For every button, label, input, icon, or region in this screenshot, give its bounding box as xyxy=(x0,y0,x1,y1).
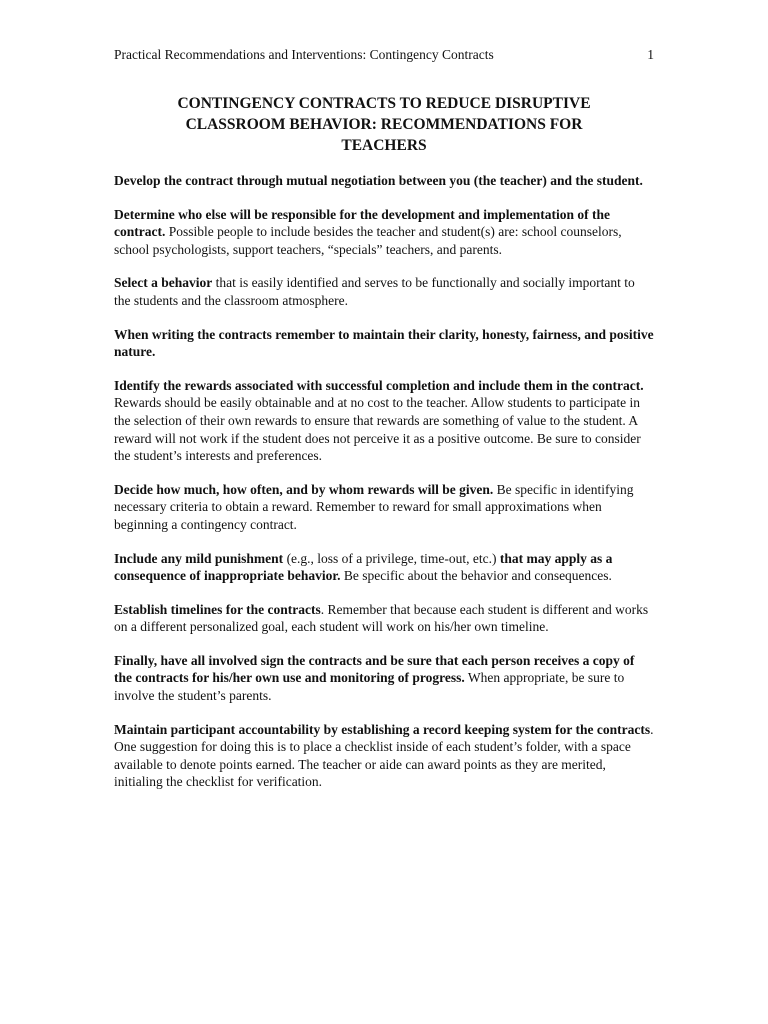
paragraph-text: (e.g., loss of a privilege, time-out, etc.) xyxy=(283,550,500,566)
paragraph-identify-rewards xyxy=(114,377,654,465)
paragraph-heading: Establish timelines for the contracts xyxy=(114,601,321,617)
paragraph-heading: Decide how much, how often, and by whom rewards will be given. xyxy=(114,481,494,497)
paragraph-writing-contracts xyxy=(114,326,654,361)
title-line-2: CLASSROOM BEHAVIOR: RECOMMENDATIONS FOR xyxy=(185,116,583,133)
paragraph-text: When appropriate, be sure to involve the student’s parents. xyxy=(114,670,625,704)
paragraph-text: . One suggestion for doing this is to place a checklist inside of each student’s folder, with a space available to denote points earned. The teacher or aide can award points as they are merited, initialing the checklist for verification. xyxy=(114,721,654,790)
paragraph-mild-punishment xyxy=(114,550,654,585)
paragraph-text: . Remember that because each student is different and works on a different personalized goal, each student will work on his/her own timeline. xyxy=(114,601,649,635)
paragraph-heading: Identify the rewards associated with successful completion and include them in the contract. xyxy=(114,377,644,393)
page-number: 1 xyxy=(647,47,654,62)
paragraph-heading: Maintain participant accountability by establishing a record keeping system for the contracts xyxy=(114,721,651,737)
paragraph-heading: Select a behavior xyxy=(114,275,213,291)
paragraph-heading: Determine who else will be responsible for the development and implementation of the contract. xyxy=(114,206,610,240)
paragraph-heading: Develop the contract through mutual negotiation between you (the teacher) and the student. xyxy=(114,173,643,188)
paragraph-text: Possible people to include besides the teacher and student(s) are: school counselors, school psychologists, support teachers, “specials” teachers, and parents. xyxy=(114,224,622,257)
paragraph-text: that is easily identified and serves to be functionally and socially important to the students and the classroom atmosphere. xyxy=(114,275,635,308)
running-title: Practical Recommendations and Interventions: Contingency Contracts xyxy=(114,47,494,62)
paragraph-heading-continued: that may apply as a consequence of inappropriate behavior. xyxy=(114,550,613,584)
paragraph-sign-contracts xyxy=(114,652,654,705)
paragraph-accountability xyxy=(114,721,654,791)
document-body xyxy=(114,172,654,807)
paragraph-responsible-parties xyxy=(114,206,654,259)
paragraph-heading: When writing the contracts remember to maintain their clarity, honesty, fairness, and positive nature. xyxy=(114,326,654,360)
paragraph-select-behavior xyxy=(114,274,654,309)
title-line-1: CONTINGENCY CONTRACTS TO REDUCE DISRUPTIVE xyxy=(177,95,591,112)
paragraph-timelines xyxy=(114,601,654,636)
document-title xyxy=(114,93,654,156)
paragraph-heading: Finally, have all involved sign the contracts and be sure that each person receives a copy of the contracts for his/her own use and monitoring of progress. xyxy=(114,652,635,686)
paragraph-heading: Include any mild punishment xyxy=(114,550,284,566)
title-line-3: TEACHERS xyxy=(341,137,427,154)
paragraph-text: Rewards should be easily obtainable and at no cost to the teacher. Allow students to participate in the selection of their own rewards to ensure that rewards are something of value to the student. A reward will not work if the student does not perceive it as a positive outcome. Be sure to consider the student’s interests and preferences. xyxy=(114,395,641,464)
paragraph-negotiation xyxy=(114,172,654,190)
paragraph-reward-frequency xyxy=(114,481,654,534)
running-header xyxy=(114,46,654,64)
paragraph-text-continued: Be specific about the behavior and consequences. xyxy=(340,568,612,584)
paragraph-text: Be specific in identifying necessary criteria to obtain a reward. Remember to reward for small approximations when beginning a contingency contract. xyxy=(114,481,634,532)
